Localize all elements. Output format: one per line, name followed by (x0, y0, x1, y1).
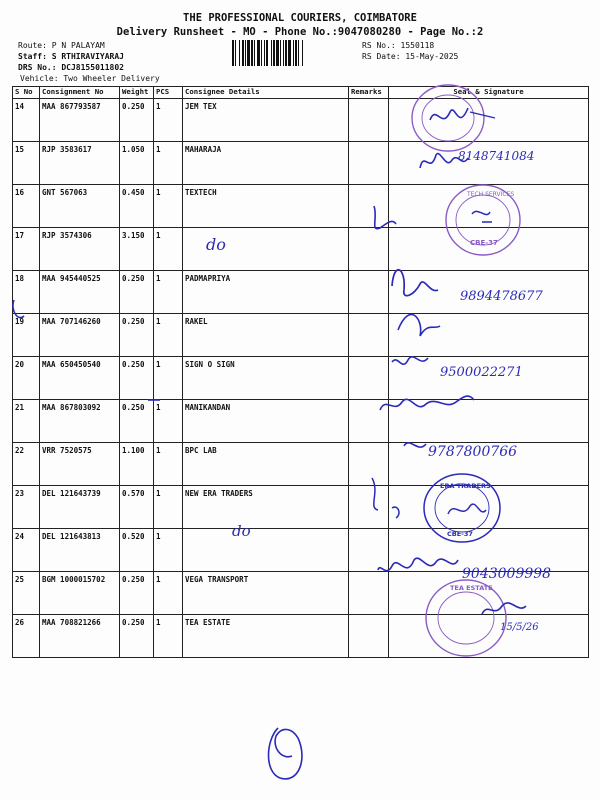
table-row (13, 142, 589, 185)
remarks-cell (349, 314, 389, 357)
consignment-cell: BGM 1000015702 (40, 572, 120, 615)
table-row (13, 443, 589, 486)
weight-cell: 0.450 (120, 185, 154, 228)
signature-cell (389, 271, 589, 314)
remarks-cell (349, 271, 389, 314)
signature-cell (389, 357, 589, 400)
table-row (13, 615, 589, 658)
runsheet-table (12, 86, 589, 658)
signature-cell (389, 572, 589, 615)
sno-cell: 25 (13, 572, 40, 615)
pcs-cell: 1 (154, 357, 183, 400)
consignee-cell (183, 228, 349, 271)
consignee-cell: MAHARAJA (183, 142, 349, 185)
signature-cell (389, 228, 589, 271)
remarks-cell (349, 400, 389, 443)
weight-cell: 0.250 (120, 400, 154, 443)
signature-cell (389, 443, 589, 486)
col-remarks: Remarks (349, 87, 389, 99)
stamp-tech-label: TECH SERVICES (467, 191, 515, 198)
pcs-cell: 1 (154, 271, 183, 314)
weight-cell: 3.150 (120, 228, 154, 271)
consignment-cell: VRR 7520575 (40, 443, 120, 486)
sno-cell: 16 (13, 185, 40, 228)
col-consignee: Consignee Details (183, 87, 349, 99)
weight-cell: 0.250 (120, 615, 154, 658)
pcs-cell: 1 (154, 142, 183, 185)
stamp-era-label: ERA TRADERS (440, 482, 491, 490)
weight-cell: 1.050 (120, 142, 154, 185)
signature-cell (389, 529, 589, 572)
stamp-tech-city: CBE-37 (470, 239, 498, 247)
signature-cell (389, 400, 589, 443)
stamp-era-city: CBE-37 (447, 530, 473, 538)
bottom-mark (269, 728, 302, 779)
consignment-cell: MAA 650450540 (40, 357, 120, 400)
header-right-block (362, 40, 458, 62)
consignee-cell (183, 529, 349, 572)
consignee-cell: SIGN O SIGN (183, 357, 349, 400)
sno-cell: 15 (13, 142, 40, 185)
consignment-cell: RJP 3574306 (40, 228, 120, 271)
weight-cell: 0.250 (120, 99, 154, 142)
pcs-cell: 1 (154, 99, 183, 142)
consignee-cell: NEW ERA TRADERS (183, 486, 349, 529)
sno-cell: 14 (13, 99, 40, 142)
header-left-block (18, 40, 160, 84)
table-row (13, 314, 589, 357)
consignee-cell: RAKEL (183, 314, 349, 357)
consignee-cell: MANIKANDAN (183, 400, 349, 443)
table-row (13, 572, 589, 615)
pcs-cell: 1 (154, 228, 183, 271)
table-row (13, 400, 589, 443)
weight-cell: 0.250 (120, 314, 154, 357)
remarks-cell (349, 228, 389, 271)
remarks-cell (349, 142, 389, 185)
pcs-cell: 1 (154, 185, 183, 228)
consignment-cell: DEL 121643739 (40, 486, 120, 529)
ditto-mark-row17: do (206, 235, 226, 254)
pcs-cell: 1 (154, 615, 183, 658)
col-sno: S No (13, 87, 40, 99)
pcs-cell: 1 (154, 572, 183, 615)
remarks-cell (349, 486, 389, 529)
col-weight: Weight (120, 87, 154, 99)
table-row (13, 271, 589, 314)
consignment-cell: MAA 707146260 (40, 314, 120, 357)
rs-no-label: RS No.: 1550118 (362, 41, 435, 50)
sno-cell: 24 (13, 529, 40, 572)
sno-cell: 22 (13, 443, 40, 486)
signature-cell (389, 99, 589, 142)
consignee-cell: BPC LAB (183, 443, 349, 486)
consignment-cell: DEL 121643813 (40, 529, 120, 572)
phone-row25: 9043009998 (462, 566, 552, 582)
consignee-cell: TEA ESTATE (183, 615, 349, 658)
phone-row20: 9500022271 (440, 365, 523, 380)
sno-cell: 17 (13, 228, 40, 271)
consignee-cell: PADMAPRIYA (183, 271, 349, 314)
stamp-tea-label: TEA ESTATE (450, 584, 493, 592)
consignee-cell: TEXTECH (183, 185, 349, 228)
sno-cell: 26 (13, 615, 40, 658)
consignee-cell: JEM TEX (183, 99, 349, 142)
remarks-cell (349, 99, 389, 142)
weight-cell: 0.570 (120, 486, 154, 529)
sno-cell: 20 (13, 357, 40, 400)
consignment-cell: MAA 867803092 (40, 400, 120, 443)
route-label: Route: P N PALAYAM (18, 41, 105, 50)
phone-row15: 8148741084 (458, 149, 535, 163)
consignment-cell: RJP 3583617 (40, 142, 120, 185)
phone-row22: 9787800766 (428, 444, 518, 460)
consignee-cell: VEGA TRANSPORT (183, 572, 349, 615)
remarks-cell (349, 529, 389, 572)
col-pcs: PCS (154, 87, 183, 99)
weight-cell: 0.250 (120, 357, 154, 400)
staff-label: Staff: S RTHIRAVIYARAJ (18, 52, 124, 61)
consignment-cell: MAA 945440525 (40, 271, 120, 314)
rs-date-label: RS Date: 15-May-2025 (362, 52, 459, 61)
weight-cell: 0.250 (120, 271, 154, 314)
consignment-cell: MAA 867793587 (40, 99, 120, 142)
phone-row18: 9894478677 (460, 289, 543, 304)
pcs-cell: 1 (154, 529, 183, 572)
table-row (13, 185, 589, 228)
barcode (232, 40, 352, 66)
weight-cell: 0.520 (120, 529, 154, 572)
drs-label: DRS No.: DCJ8155011802 (18, 63, 124, 72)
table-row (13, 357, 589, 400)
pcs-cell: 1 (154, 443, 183, 486)
table-row (13, 486, 589, 529)
num-row26: 15/5/26 (500, 622, 539, 633)
sno-cell: 23 (13, 486, 40, 529)
table-row (13, 529, 589, 572)
remarks-cell (349, 357, 389, 400)
weight-cell: 0.250 (120, 572, 154, 615)
col-seal-signature: Seal & Signature (389, 87, 589, 99)
pcs-cell: 1 (154, 400, 183, 443)
consignment-cell: MAA 708821266 (40, 615, 120, 658)
pcs-cell: 1 (154, 486, 183, 529)
runsheet-subtitle: Delivery Runsheet - MO - Phone No.:9047080280 - Page No.:2 (116, 26, 484, 38)
sno-cell: 21 (13, 400, 40, 443)
signature-cell (389, 185, 589, 228)
table-row (13, 228, 589, 271)
remarks-cell (349, 443, 389, 486)
signature-cell (389, 486, 589, 529)
consignment-cell: GNT 567063 (40, 185, 120, 228)
sno-cell: 19 (13, 314, 40, 357)
vehicle-label: Vehicle: Two Wheeler Delivery (20, 74, 160, 83)
barcode-bar (303, 40, 305, 66)
table-row (13, 99, 589, 142)
ditto-mark-row24: do (232, 522, 251, 540)
signature-cell (389, 142, 589, 185)
sno-cell: 18 (13, 271, 40, 314)
signature-cell (389, 314, 589, 357)
signature-cell (389, 615, 589, 658)
pcs-cell: 1 (154, 314, 183, 357)
weight-cell: 1.100 (120, 443, 154, 486)
company-title: THE PROFESSIONAL COURIERS, COIMBATORE (183, 12, 417, 24)
remarks-cell (349, 615, 389, 658)
table-header-row (13, 87, 589, 99)
remarks-cell (349, 572, 389, 615)
col-consignment: Consignment No (40, 87, 120, 99)
remarks-cell (349, 185, 389, 228)
